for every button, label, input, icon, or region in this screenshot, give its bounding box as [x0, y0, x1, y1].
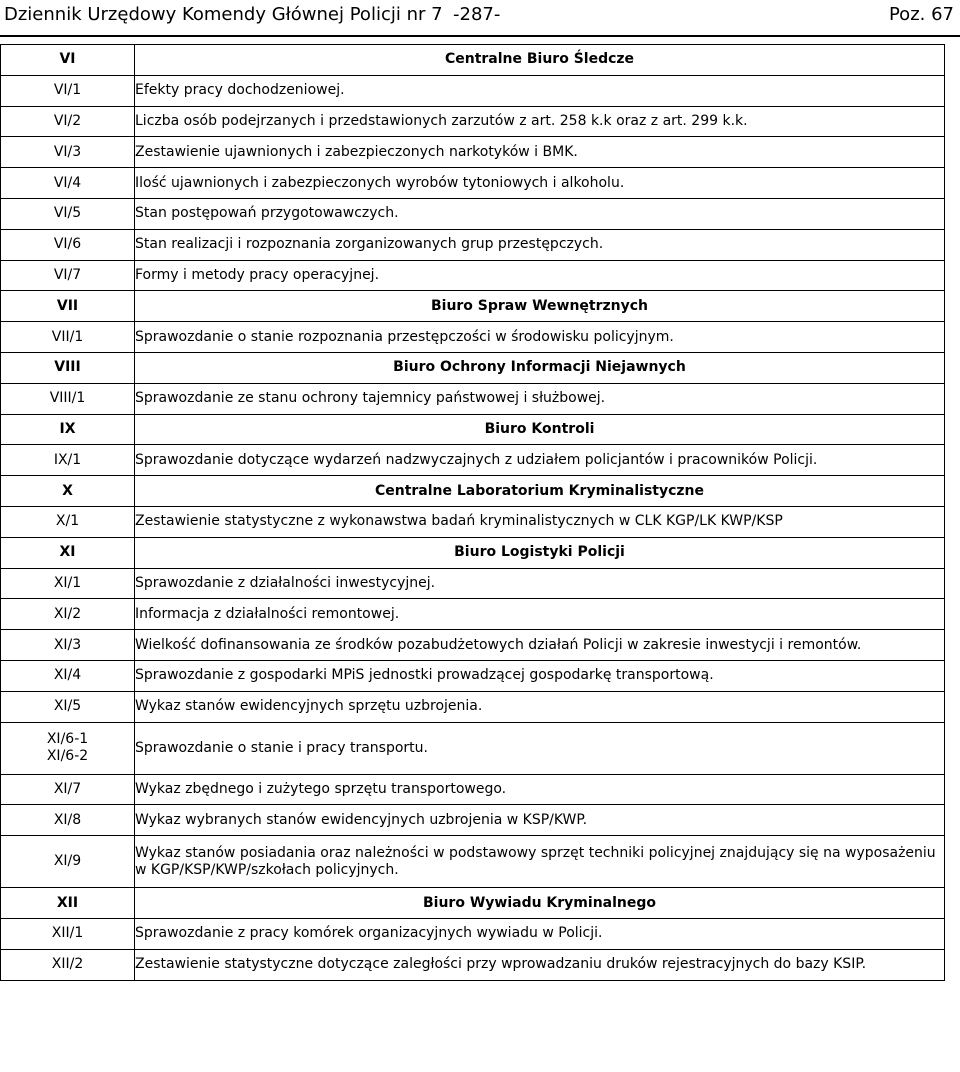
- report-description: Efekty pracy dochodzeniowej.: [135, 75, 945, 106]
- report-description: Sprawozdanie o stanie i pracy transportu.: [135, 722, 945, 774]
- report-row: [1, 229, 945, 260]
- report-description: Ilość ujawnionych i zabezpieczonych wyrobów tytoniowych i alkoholu.: [135, 168, 945, 199]
- page-number: -287-: [453, 4, 501, 25]
- report-row: [1, 168, 945, 199]
- report-code: XI/3: [1, 630, 135, 661]
- report-description: Sprawozdanie z działalności inwestycyjnej.: [135, 568, 945, 599]
- section-title: Biuro Kontroli: [135, 414, 945, 445]
- report-row: [1, 836, 945, 888]
- section-code: X: [1, 476, 135, 507]
- page-header: [0, 0, 960, 36]
- section-title: Biuro Wywiadu Kryminalnego: [135, 888, 945, 919]
- report-code: VII/1: [1, 322, 135, 353]
- report-description: Sprawozdanie dotyczące wydarzeń nadzwyczajnych z udziałem policjantów i pracowników Policji.: [135, 445, 945, 476]
- report-register-table: [0, 44, 945, 981]
- report-row: [1, 568, 945, 599]
- report-row: [1, 918, 945, 949]
- report-row: [1, 445, 945, 476]
- report-row: [1, 506, 945, 537]
- report-code: XII/1: [1, 918, 135, 949]
- section-title: Centralne Laboratorium Kryminalistyczne: [135, 476, 945, 507]
- section-title: Biuro Spraw Wewnętrznych: [135, 291, 945, 322]
- report-description: Stan postępowań przygotowawczych.: [135, 198, 945, 229]
- report-code: VIII/1: [1, 383, 135, 414]
- report-description: Wykaz wybranych stanów ewidencyjnych uzbrojenia w KSP/KWP.: [135, 805, 945, 836]
- report-code: VI/5: [1, 198, 135, 229]
- report-code: XI/9: [1, 836, 135, 888]
- report-code: VI/3: [1, 137, 135, 168]
- report-row: [1, 383, 945, 414]
- report-row: [1, 660, 945, 691]
- report-description: Sprawozdanie z gospodarki MPiS jednostki prowadzącej gospodarkę transportową.: [135, 660, 945, 691]
- report-code: XI/4: [1, 660, 135, 691]
- report-row: [1, 722, 945, 774]
- report-code: VI/1: [1, 75, 135, 106]
- report-code: XII/2: [1, 949, 135, 980]
- report-description: Wykaz stanów ewidencyjnych sprzętu uzbrojenia.: [135, 691, 945, 722]
- report-description: Sprawozdanie ze stanu ochrony tajemnicy państwowej i służbowej.: [135, 383, 945, 414]
- report-description: Wykaz zbędnego i zużytego sprzętu transportowego.: [135, 774, 945, 805]
- report-code: VI/4: [1, 168, 135, 199]
- report-description: Sprawozdanie z pracy komórek organizacyjnych wywiadu w Policji.: [135, 918, 945, 949]
- section-header-row: [1, 291, 945, 322]
- report-row: [1, 599, 945, 630]
- report-code: XI/1: [1, 568, 135, 599]
- report-row: [1, 137, 945, 168]
- report-code: XI/7: [1, 774, 135, 805]
- section-code: VIII: [1, 352, 135, 383]
- report-row: [1, 106, 945, 137]
- section-header-row: [1, 414, 945, 445]
- report-code: XI/8: [1, 805, 135, 836]
- report-description: Sprawozdanie o stanie rozpoznania przestępczości w środowisku policyjnym.: [135, 322, 945, 353]
- report-code: VI/2: [1, 106, 135, 137]
- section-code: VI: [1, 45, 135, 76]
- report-code: XI/5: [1, 691, 135, 722]
- report-code: XI/2: [1, 599, 135, 630]
- report-description: Informacja z działalności remontowej.: [135, 599, 945, 630]
- section-title: Biuro Logistyki Policji: [135, 537, 945, 568]
- header-divider: [0, 35, 960, 37]
- report-description: Formy i metody pracy operacyjnej.: [135, 260, 945, 291]
- section-header-row: [1, 537, 945, 568]
- report-description: Stan realizacji i rozpoznania zorganizowanych grup przestępczych.: [135, 229, 945, 260]
- report-code: X/1: [1, 506, 135, 537]
- section-header-row: [1, 476, 945, 507]
- section-title: Biuro Ochrony Informacji Niejawnych: [135, 352, 945, 383]
- report-description: Zestawienie statystyczne z wykonawstwa badań kryminalistycznych w CLK KGP/LK KWP/KSP: [135, 506, 945, 537]
- report-description: Zestawienie ujawnionych i zabezpieczonych narkotyków i BMK.: [135, 137, 945, 168]
- section-code: IX: [1, 414, 135, 445]
- section-code: XII: [1, 888, 135, 919]
- section-code: VII: [1, 291, 135, 322]
- report-row: [1, 774, 945, 805]
- report-description: Liczba osób podejrzanych i przedstawionych zarzutów z art. 258 k.k oraz z art. 299 k.k.: [135, 106, 945, 137]
- report-code: XI/6-1 XI/6-2: [1, 722, 135, 774]
- report-row: [1, 75, 945, 106]
- report-row: [1, 630, 945, 661]
- report-code: VI/7: [1, 260, 135, 291]
- section-header-row: [1, 45, 945, 76]
- report-code: VI/6: [1, 229, 135, 260]
- report-row: [1, 198, 945, 229]
- report-description: Wielkość dofinansowania ze środków pozabudżetowych działań Policji w zakresie inwestycji i remontów.: [135, 630, 945, 661]
- section-code: XI: [1, 537, 135, 568]
- report-row: [1, 691, 945, 722]
- section-header-row: [1, 888, 945, 919]
- report-row: [1, 260, 945, 291]
- report-row: [1, 805, 945, 836]
- report-row: [1, 322, 945, 353]
- section-title: Centralne Biuro Śledcze: [135, 45, 945, 76]
- report-description: Wykaz stanów posiadania oraz należności w podstawowy sprzęt techniki policyjnej znajdujący się na wyposażeniu w KGP/KSP/KWP/szkołach policyjnych.: [135, 836, 945, 888]
- journal-title: Dziennik Urzędowy Komendy Głównej Policji nr 7: [4, 4, 443, 25]
- position-number: Poz. 67: [888, 4, 954, 25]
- section-header-row: [1, 352, 945, 383]
- report-code: IX/1: [1, 445, 135, 476]
- report-description: Zestawienie statystyczne dotyczące zaległości przy wprowadzaniu druków rejestracyjnych do bazy KSIP.: [135, 949, 945, 980]
- report-row: [1, 949, 945, 980]
